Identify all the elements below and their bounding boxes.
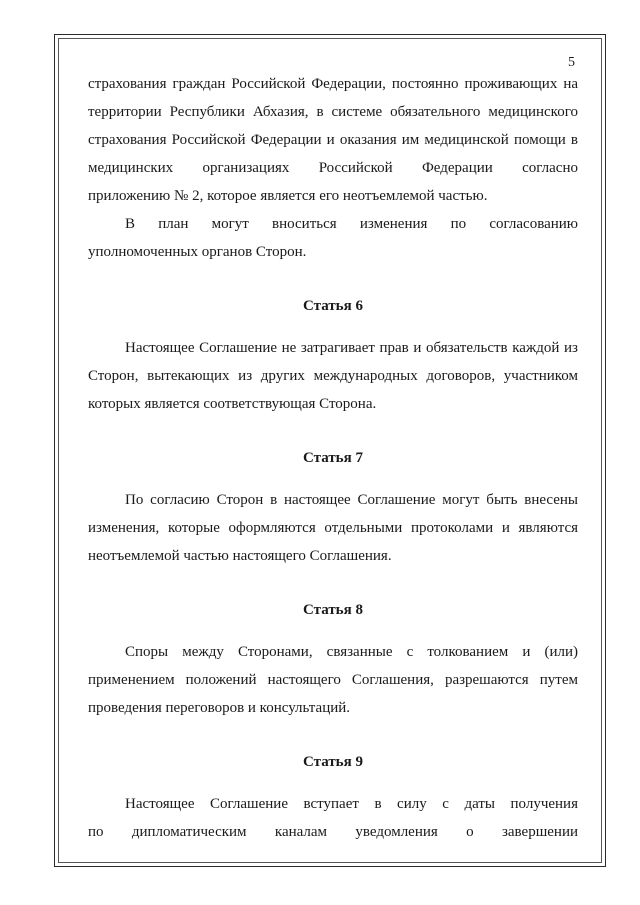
- article-9-heading: Статья 9: [303, 754, 363, 770]
- article-8-text: Споры между Сторонами, связанные с толкованием и (или) применением положений настоящего Соглашения, разрешаются путем проведения переговоров и консультаций.: [88, 644, 578, 716]
- article-7-heading: Статья 7: [303, 450, 363, 466]
- text-line: уполномоченных органов Сторон.: [88, 244, 307, 260]
- text-line: Настоящее Соглашение вступает в силу с даты получения: [125, 796, 578, 812]
- text-line: медицинских организациях Российской Федерации согласно: [88, 160, 578, 176]
- article-7-text: По согласию Сторон в настоящее Соглашение могут быть внесены изменения, которые оформляются отдельными протоколами и являются неотъемлемой частью настоящего Соглашения.: [88, 492, 578, 564]
- document-body: [88, 70, 578, 846]
- text-line: страхования граждан Российской Федерации, постоянно проживающих на: [88, 76, 578, 92]
- text-line: В план могут вноситься изменения по согласованию: [125, 216, 578, 232]
- text-line: по дипломатическим каналам уведомления о завершении: [88, 824, 578, 840]
- article-9-text: [88, 790, 578, 846]
- paragraph-plan-continuation: [88, 70, 578, 210]
- article-6-text: Настоящее Соглашение не затрагивает прав и обязательств каждой из Сторон, вытекающих из других международных договоров, участником которых является соответствующая Сторона.: [88, 340, 578, 412]
- text-line: территории Республики Абхазия, в системе обязательного медицинского: [88, 104, 578, 120]
- text-line: страхования Российской Федерации и оказания им медицинской помощи в: [88, 132, 578, 148]
- paragraph-plan-changes: [88, 210, 578, 266]
- article-6-heading: Статья 6: [303, 298, 363, 314]
- article-8-heading: Статья 8: [303, 602, 363, 618]
- text-line: приложению № 2, которое является его неотъемлемой частью.: [88, 188, 488, 204]
- page-number: 5: [568, 55, 575, 70]
